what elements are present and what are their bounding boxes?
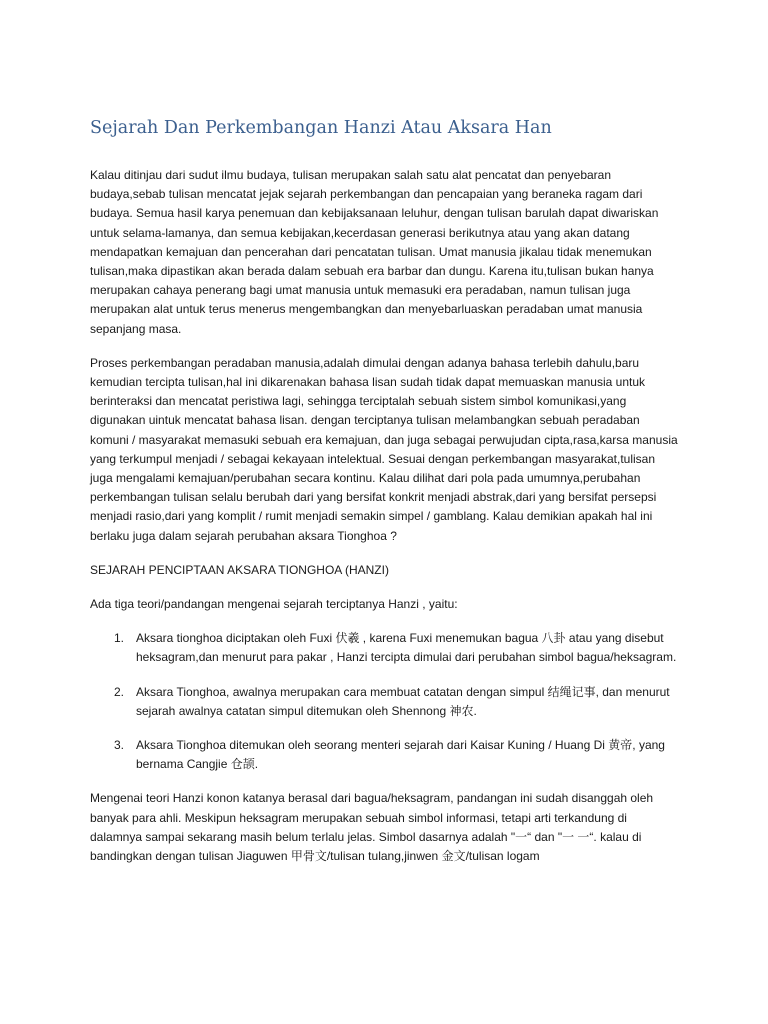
list-item-number: 2. [114, 684, 125, 699]
paragraph-bagua-theory: Mengenai teori Hanzi konon katanya berasal dari bagua/heksagram, pandangan ini sudah disanggah oleh banyak para ahli. Meskipun heksagram merupakan sebuah simbol informasi, tetapi arti terkandung di dalamnya sampai sekarang masih belum terlalu jelas. Simbol dasarnya adalah "一“ dan "一 一“. kalau di bandingkan dengan tulisan Jiaguwen 甲骨文/tulisan tulang,jinwen 金文/tulisan logam [90, 791, 654, 864]
section-heading: SEJARAH PENCIPTAAN AKSARA TIONGHOA (HANZI) [90, 562, 389, 577]
list-item-number: 3. [114, 738, 125, 753]
paragraph-intro: Kalau ditinjau dari sudut ilmu budaya, tulisan merupakan salah satu alat pencatat dan penyebaran budaya,sebab tulisan mencatat jejak sejarah perkembangan dan pencapaian yang beraneka ragam dari budaya. Semua hasil karya penemuan dan kebijaksanaan leluhur, dengan tulisan barulah dapat diwariskan untuk selama-lamanya, dan semua kebijakan,kecerdasan generasi berikutnya atau yang akan datang mendapatkan kemajuan dan pencerahan dari pencatatan tulisan. Umat manusia jikalau tidak menemukan tulisan,maka dipastikan akan berada dalam sebuah era barbar dan dungu. Karena itu,tulisan bukan hanya merupakan cahaya penerang bagi umat manusia untuk memasuki era peradaban, namun tulisan juga merupakan alat untuk terus menerus mengembangkan dan menyebarluaskan peradaban umat manusia sepanjang masa. [90, 168, 659, 336]
document-body [90, 118, 680, 881]
list-item [90, 683, 680, 721]
list-item-text: Aksara tionghoa diciptakan oleh Fuxi 伏羲 , karena Fuxi menemukan bagua 八卦 atau yang disebut heksagram,dan menurut para pakar , Hanzi tercipta dimulai dari perubahan simbol bagua/heksagram. [136, 631, 677, 665]
list-item-number: 1. [114, 631, 125, 646]
list-item-text: Aksara Tionghoa, awalnya merupakan cara membuat catatan dengan simpul 结绳记事, dan menurut sejarah awalnya catatan simpul ditemukan oleh Shennong 神农. [136, 684, 670, 718]
theories-list [90, 629, 680, 774]
paragraph-process: Proses perkembangan peradaban manusia,adalah dimulai dengan adanya bahasa terlebih dahulu,baru kemudian tercipta tulisan,hal ini dikarenakan bahasa lisan sudah tidak dapat memuaskan manusia untuk berinteraksi dan mencatat peristiwa lagi, sehingga terciptalah sebuah sistem simbol komunikasi,yang digunakan uintuk mencatat bahasa lisan. dengan terciptanya tulisan melambangkan sebuah peradaban komuni / masyarakat memasuki sebuah era kemajuan, dan juga sebagai perwujudan cipta,rasa,karsa manusia yang terkumpul menjadi / sebagai kekayaan intelektual. Sesuai dengan perkembangan masyarakat,tulisan juga mengalami kemajuan/perubahan secara kontinu. Kalau dilihat dari pola pada umumnya,perubahan perkembangan tulisan selalu berubah dari yang bersifat konkrit menjadi abstrak,dari yang bersifat persepsi menjadi rasio,dari yang komplit / rumit menjadi semakin simpel / gamblang. Kalau demikian apakah hal ini berlaku juga dalam sejarah perubahan aksara Tionghoa ? [90, 355, 678, 543]
list-item [90, 629, 680, 667]
document-title: Sejarah Dan Perkembangan Hanzi Atau Aksara Han [90, 118, 552, 138]
list-item [90, 736, 680, 774]
paragraph-theories-intro: Ada tiga teori/pandangan mengenai sejarah terciptanya Hanzi , yaitu: [90, 597, 458, 612]
list-item-text: Aksara Tionghoa ditemukan oleh seorang menteri sejarah dari Kaisar Kuning / Huang Di 黄帝, yang bernama Cangjie 仓颉. [136, 738, 665, 772]
